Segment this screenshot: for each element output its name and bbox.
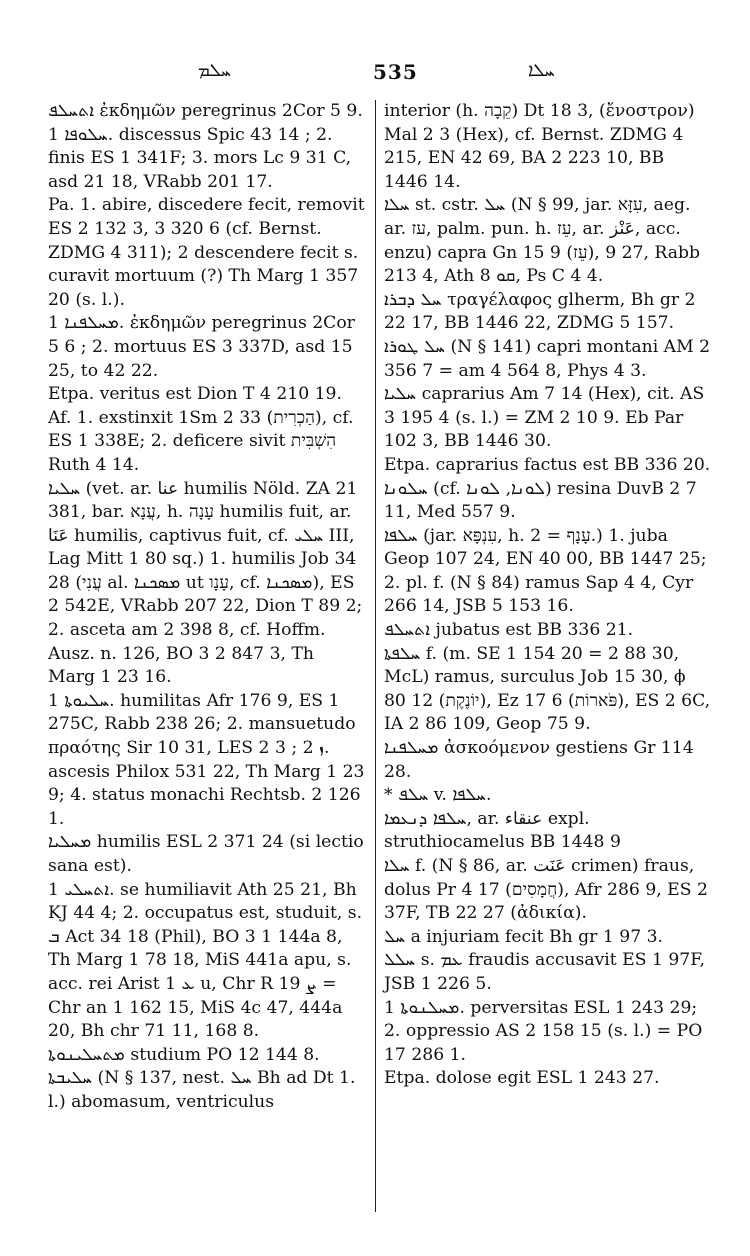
entry: Af. 1. exstinxit 1Sm 2 33 (הַכְרִית), cf. ES 1 338E; 2. deficere sivit הִשְׁבִּית Ruth 4 14. [48, 407, 354, 475]
entry: ܚܠܦܐ ܕܢܥܡܐ, ar. عنقاء expl. struthiocamelus BB 1448 9 [384, 808, 621, 853]
entry: ܚܠ ܛܘܪܐ (N § 141) capri montani AM 2 356 7 = am 4 564 8, Phys 4 3. [384, 336, 711, 381]
entry: Etpa. caprarius factus est BB 336 20. [384, 454, 711, 475]
entry: ܚܠܦܬܐ f. (m. SE 1 154 20 = 2 88 30, McL) ramus, surculus Job 15 30, ϕ 80 12 (יוֹנֶקֶת), Ez 17 6 (פֹּארוֹת), ES 2 6C, IA 2 86 109, Geop 75 9. [384, 643, 711, 735]
entry: ܚܠܝܐ (vet. ar. عنا humilis Nöld. ZA 21 381, bar. עֲנָא, h. עָנָה humilis fuit, ar. عَنَا humilis, captivus fuit, cf. ܚܠܝ III, Lag Mitt 1 80 sq.) 1. humilis Job 34 28 (עֲנִי al. ܡܣܟܢܐ ut עָנָו, cf. ܡܣܟܢܐ), ES 2 542E, VRabb 207 22, Dion T 89 2; 2. asceta am 2 398 8, cf. Hoffm. Ausz. n. 126, BO 3 2 847 3, Th Marg 1 23 16. [48, 478, 363, 688]
entry: ܚܠܐ f. (N § 86, ar. عَنَت crimen) fraus, dolus Pr 4 17 (חֲמָסִים), Afr 286 9, ES 2 37F, TB 22 27 (ἀδικία). [384, 856, 708, 924]
entry: ܡܚܠܦܢܐ ἀσκοόμενον gestiens Gr 114 28. [384, 738, 694, 782]
page-number: 535 [373, 60, 418, 84]
entry: ܐܬܚܠܦ ἐκδημῶν peregrinus 2Cor 5 9. [48, 101, 363, 121]
entry: * ܚܠܦ v. ܚܠܦܐ. [384, 785, 492, 806]
entry: Etpa. veritus est Dion T 4 210 19. [48, 384, 342, 405]
entry: Etpa. dolose egit ESL 1 243 27. [384, 1068, 660, 1089]
entry: ܡܚܠܝܐ humilis ESL 2 371 24 (si lectio sana est). [48, 832, 364, 876]
left-column [48, 100, 366, 1115]
column-divider [375, 100, 376, 1212]
page-header [48, 60, 710, 90]
entry: ܚܠܝܐ caprarius Am 7 14 (Hex), cit. AS 3 195 4 (s. l.) = ZM 2 10 9. Eb Par 102 3, BB 1446 30. [384, 384, 705, 452]
right-column [384, 100, 712, 1091]
entry: ܚܠܠ s. ܥܡ fraudis accusavit ES 1 97F, JSB 1 226 5. [384, 950, 705, 994]
entry: ܡܬܚܠܝܢܘܬܐ studium PO 12 144 8. [48, 1044, 320, 1065]
entry: ܚܠܝܘܬܐ 1. humilitas Afr 176 9, ES 1 275C, Rabb 238 26; 2. mansuetudo πραότης Sir 10 31, LES 2 ܙ 2 ; 3. ascesis Philox 531 22, Th Marg 1 23 9; 4. status monachi Rechtsb. 2 126 1. [48, 690, 365, 829]
entry: ܚܠܝܒܬܐ (N § 137, nest. ܚܠ Bh ad Dt 1. l.) abomasum, ventriculus [48, 1068, 356, 1112]
entry: ܐܬܚܠܦ jubatus est BB 336 21. [384, 620, 634, 641]
entry: interior (h. קֵבָה) Dt 18 3, (ἔνοστρον) Mal 2 3 (Hex), cf. Bernst. ZDMG 4 215, EN 42 69, BA 2 223 10, BB 1446 14. [384, 101, 695, 192]
entry: ܚܠ a injuriam fecit Bh gr 1 97 3. [384, 926, 663, 947]
entry: ܚܠܦܐ (jar. עִנְפָּא, h. עָנָף = 2.) 1. juba Geop 107 24, EN 40 00, BB 1447 25; 2. pl. f. (N § 84) ramus Sap 4 4, Cyr 266 14, JSB 5 153 16. [384, 525, 707, 617]
entry: ܡܚܠܢܘܬܐ 1. perversitas ESL 1 243 29; 2. oppressio AS 2 158 15 (s. l.) = PO 17 286 1. [384, 997, 703, 1065]
entry: ܚܠܐ st. cstr. ܚܠ (N § 99, jar. עִזָּא, aeg. ar. עז, palm. pun. h. עֵז, ar. عَنْز, acc. enzu) capra Gn 15 9 (עֵז), 27 9, Rabb 213 4, Ath ܩܘ 8, Ps C 4 4. [384, 195, 701, 287]
running-head-right: ܚܠܐ [528, 60, 555, 81]
entry: ܚܠܘܦܐ 1. discessus Spic 43 14 ; 2. finis ES 1 341F; 3. mors Lc 9 31 C, asd 21 18, VRabb 201 17. [48, 124, 352, 192]
running-head-left: ܚܠܡ [198, 60, 231, 81]
entry: ܚܠܘܢܐ (cf. ܠܘܢܐ, ܠܘܢܐ) resina DuvB 2 7 11, Med 557 9. [384, 478, 697, 523]
entry: ܐܬܚܠܝ 1. se humiliavit Ath 25 21, Bh KJ 44 4; 2. occupatus est, studuit, s. ܒ Act 34 18 (Phil), BO 3 1 144a 8, Th Marg 1 78 18, MiS 441a apu, s. acc. rei Arist 1 ܥ u, Chr R ܨ 19 = Chr an 1 162 15, MiS 4c 47, 444a 20, Bh chr 71 11, 168 8. [48, 879, 363, 1042]
entry: ܚܠ ܕܒܪܐ τραγέλαφος glherm, Bh gr 2 22 17, BB 1446 22, ZDMG 5 157. [384, 289, 696, 334]
entry: Pa. 1. abire, discedere fecit, removit ES 2 132 3, 3 320 6 (cf. Bernst. ZDMG 4 311); 2 descendere fecit s. curavit mortuum (?) Th Marg 1 357 20 (s. l.). [48, 195, 365, 310]
entry: ܡܚܠܦܢܐ 1. ἐκδημῶν peregrinus 2Cor 5 6 ; 2. mortuus ES 3 337D, asd 15 25, to 42 22. [48, 313, 355, 381]
